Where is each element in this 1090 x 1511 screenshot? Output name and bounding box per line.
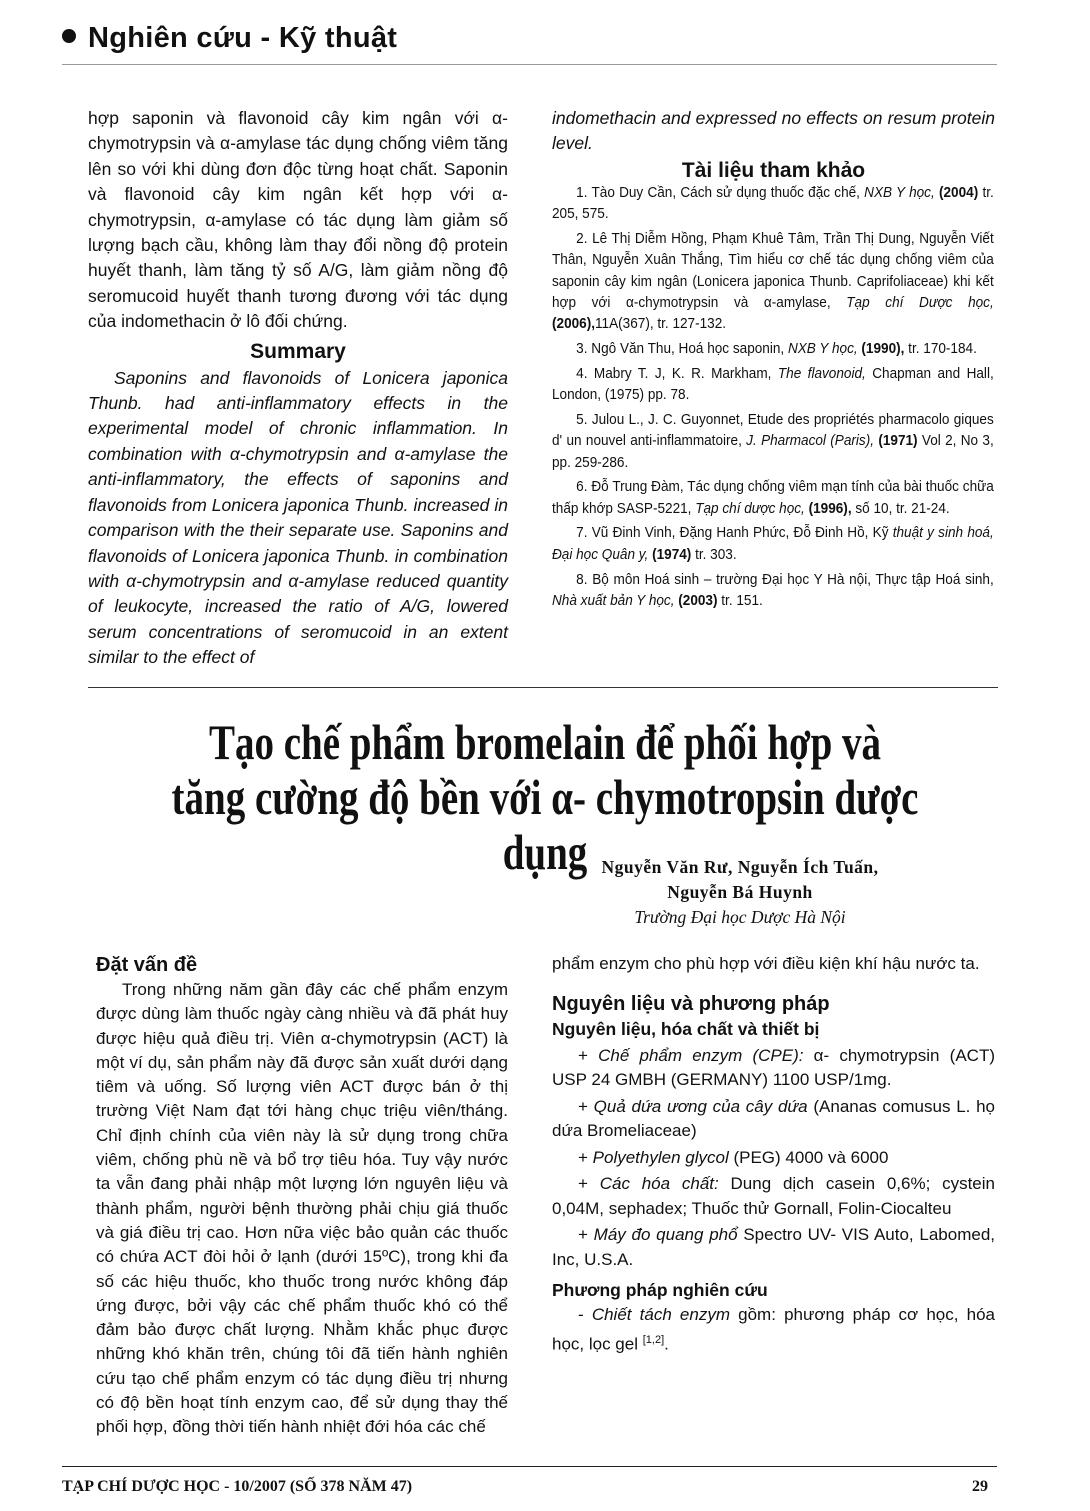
references-list <box>552 183 994 616</box>
intro-continued: phẩm enzym cho phù hợp với điều kiện khí hậu nước ta. <box>552 954 980 973</box>
affiliation: Trường Đại học Dược Hà Nội <box>634 907 846 927</box>
reference-item <box>552 229 994 335</box>
ref-source: Tạp chí dược học, <box>695 500 805 517</box>
reference-item <box>552 183 994 226</box>
ref-year: (1974) <box>648 546 692 563</box>
journal-footer: TẠP CHÍ DƯỢC HỌC - 10/2007 (SỐ 378 NĂM 47) <box>62 1478 413 1495</box>
ref-source: Nhà xuất bản Y học, <box>552 592 675 609</box>
material-item: + Quả dứa ương của cây dứa (Ananas comusus L. họ dứa Bromeliaceae) <box>552 1096 996 1140</box>
reference-item <box>552 523 994 566</box>
ref-year: (1971) <box>873 433 918 450</box>
material-text: Dung dịch casein 0,6%; cystein 0,04M, sephadex; Thuốc thử Gornall, Folin-Ciocalteu <box>552 1174 995 1218</box>
prev-right-column <box>552 106 995 184</box>
authors-block <box>520 855 960 930</box>
section-header <box>62 22 397 55</box>
ref-pages: số 10, tr. 21-24. <box>851 500 950 517</box>
ref-text: 5. Julou L., J. C. Guyonnet, Etude des propriétés pharmacolo giques d' un nouvel anti-inflammatoire, <box>552 411 994 450</box>
material-text: Spectro UV- VIS Auto, Labomed, Inc, U.S.A. <box>552 1225 995 1269</box>
method-item-label: Chiết tách enzym <box>591 1305 730 1324</box>
method-item-end: . <box>664 1334 669 1354</box>
summary-text: Saponins and flavonoids of Lonicera japonica Thunb. had anti-inflammatory effects in the experimental model of chronic inflammation. In combination with α-chymotrypsin and α-amylase the anti-inflammatory, the effects of saponins and flavonoids from Lonicera japonica Thunb. increased in comparison with the their separate use. Saponins and flavonoids of Lonicera japonica Thunb. in combination with α-chymotrypsin and α-amylase reduced quantity of leukocyte, increased the ratio of A/G, lowered serum concentrations of seromucoid in an extent similar to the effect of <box>88 367 508 668</box>
ref-source: NXB Y học, <box>787 341 858 358</box>
ref-text: 3. Ngô Văn Thu, Hoá học saponin, <box>576 341 788 358</box>
reference-item <box>552 410 994 474</box>
ref-source: thuật y sinh hoá, Đại học Quân y, <box>552 525 994 563</box>
material-text: (PEG) 4000 và 6000 <box>728 1147 889 1167</box>
page-number: 29 <box>972 1478 988 1495</box>
ref-source: The flavonoid, <box>777 365 866 382</box>
methods-heading: Nguyên liệu và phương pháp <box>552 992 830 1015</box>
ref-year: (2003) <box>674 592 718 609</box>
title-line-1: Tạo chế phẩm bromelain để phối hợp và <box>208 714 882 770</box>
ref-source: Tạp chí Dược học, <box>846 294 994 311</box>
material-item: + Polyethylen glycol (PEG) 4000 và 6000 <box>578 1147 889 1167</box>
method-item-text: gồm: phương pháp cơ học, hóa học, lọc gel <box>552 1305 995 1354</box>
material-label: Các hóa chất: <box>599 1174 719 1193</box>
ref-text: 8. Bộ môn Hoá sinh – trường Đại học Y Hà nội, Thực tập Hoá sinh, <box>576 571 994 588</box>
ref-source: J. Pharmacol (Paris), <box>746 433 874 450</box>
ref-year: (1996), <box>804 500 852 517</box>
title-line-2: tăng cường độ bền với α- chymotropsin dược dụng <box>171 769 919 880</box>
ref-text: 1. Tào Duy Cần, Cách sử dụng thuốc đặc chế, <box>576 185 865 201</box>
reference-item <box>552 570 994 613</box>
intro-text: Trong những năm gần đây các chế phẩm enzym được dùng làm thuốc ngày càng nhiều và đã phát huy được hiệu quả điều trị. Viên α-chymotrypsin (ACT) là một ví dụ, sản phẩm này đã được sản xuất dưới dạng tiêm và uống. Số lượng viên ACT được bán ở thị trường Việt Nam đạt tới hàng chục triệu viên/tháng. Chỉ định chính của viên này là sử dụng trong chữa viêm, chống phù nề và bổ trợ tiêu hóa. Tuy vậy nước ta vẫn đang phải nhập một lượng lớn nguyên liệu và thành phẩm, người bệnh thường phải chịu giá thuốc và giá điều trị cao. Hơn nữa việc bảo quản các thuốc có chứa ACT đòi hỏi ở lạnh (dưới 15ºC), trong khi đa số các hiệu thuốc, kho thuốc trong nước không đáp ứng được, bởi vậy các chế phẩm thuốc khó có thể đảm bảo được chất lượng. Nhằm khắc phục được những khó khăn trên, chúng tôi đã tiến hành nghiên cứu tạo chế phẩm enzym có tác dụng điều trị nhưng có độ bền hoạt tính enzym cao, để sử dụng thay thế phối hợp, đồng thời tiến hành nhiệt đới hóa các chế <box>96 980 508 1437</box>
ref-source: NXB Y học, <box>864 185 935 201</box>
ref-text: 4. Mabry T. J, K. R. Markham, <box>576 365 778 382</box>
references-heading: Tài liệu tham khảo <box>681 158 866 182</box>
header-rule <box>62 64 997 65</box>
ref-pages: tr. 151. <box>717 592 763 609</box>
ref-year: (1990), <box>857 341 905 358</box>
material-label: Polyethylen glycol <box>592 1147 729 1167</box>
material-text: (Ananas comusus L. họ dứa Bromeliaceae) <box>552 1096 996 1140</box>
prev-left-column <box>88 106 508 671</box>
methods-column <box>552 952 995 1357</box>
conclusion-paragraph: hợp saponin và flavonoid cây kim ngân với α-chymotrypsin và α-amylase tác dụng chống viêm tăng lên so với khi dùng đơn độc từng hoạt chất. Saponin và flavonoid cây kim ngân kết hợp với α-chymotrypsin, α-amylase có tác dụng làm giảm số lượng bạch cầu, không làm thay đổi nồng độ protein huyết thanh, làm tăng tỷ số A/G, làm giảm nồng độ seromucoid huyết thanh tương đương với tác dụng của indomethacin ở lô đối chứng. <box>88 108 508 332</box>
intro-heading: Đặt vấn đề <box>96 954 198 976</box>
materials-list <box>552 1044 995 1273</box>
reference-item <box>552 339 994 360</box>
material-item: + Các hóa chất: Dung dịch casein 0,6%; cystein 0,04M, sephadex; Thuốc thử Gornall, Folin-Ciocalteu <box>552 1174 995 1218</box>
summary-continued: indomethacin and expressed no effects on resum protein level. <box>552 108 995 154</box>
material-item: + Máy đo quang phổ Spectro UV- VIS Auto, Labomed, Inc, U.S.A. <box>552 1225 995 1269</box>
material-label: Quả dứa ương của cây dứa <box>593 1096 808 1116</box>
reference-item <box>552 477 994 520</box>
reference-item <box>552 364 994 407</box>
material-label: Máy đo quang phổ <box>593 1225 738 1244</box>
authors-line-2: Nguyễn Bá Huynh <box>667 882 813 902</box>
material-item: + Chế phẩm enzym (CPE): α- chymotrypsin (ACT) USP 24 GMBH (GERMANY) 1100 USP/1mg. <box>552 1045 996 1089</box>
material-text: α- chymotrypsin (ACT) USP 24 GMBH (GERMANY) 1100 USP/1mg. <box>552 1045 996 1089</box>
intro-column <box>96 952 508 1440</box>
footer-rule <box>62 1466 997 1467</box>
materials-subheading: Nguyên liệu, hóa chất và thiết bị <box>552 1018 820 1039</box>
ref-year: (2004) <box>934 185 979 201</box>
method-item: - Chiết tách enzym gồm: phương pháp cơ học, hóa học, lọc gel [1,2]. <box>552 1305 995 1354</box>
article-divider <box>88 687 998 688</box>
ref-pages: 11A(367), tr. 127-132. <box>595 316 727 333</box>
citation: [1,2] <box>642 1333 665 1346</box>
ref-text: 6. Đỗ Trung Đàm, Tác dụng chống viêm mạn tính của bài thuốc chữa thấp khớp SASP-5221, <box>552 479 994 517</box>
ref-pages: tr. 303. <box>691 546 737 563</box>
ref-pages: Chapman and Hall, London, (1975) pp. 78. <box>552 365 994 404</box>
section-header-text: Nghiên cứu - Kỹ thuật <box>88 22 398 54</box>
ref-pages: tr. 205, 575. <box>552 185 994 223</box>
methods-subheading: Phương pháp nghiên cứu <box>552 1280 768 1300</box>
bullet-icon <box>62 29 76 43</box>
ref-text: 7. Vũ Đinh Vinh, Đặng Hanh Phức, Đỗ Đinh Hồ, Kỹ <box>576 525 893 542</box>
material-label: Chế phẩm enzym (CPE): <box>598 1045 804 1065</box>
ref-pages: Vol 2, No 3, pp. 259-286. <box>552 433 994 471</box>
ref-text: 2. Lê Thị Diễm Hồng, Phạm Khuê Tâm, Trần Thị Dung, Nguyễn Viết Thân, Nguyễn Xuân Thắng, Tìm hiểu cơ chế tác dụng chống viêm của saponin cây kim ngân (Lonicera japonica Thunb. Caprifoliaceae) khi kết hợp với α-chymotrypsin và α-amylase, <box>552 231 994 311</box>
summary-heading: Summary <box>250 339 346 363</box>
ref-pages: tr. 170-184. <box>904 341 977 358</box>
authors-line-1: Nguyễn Văn Rư, Nguyễn Ích Tuấn, <box>601 857 879 877</box>
ref-year: (2006), <box>552 316 596 333</box>
